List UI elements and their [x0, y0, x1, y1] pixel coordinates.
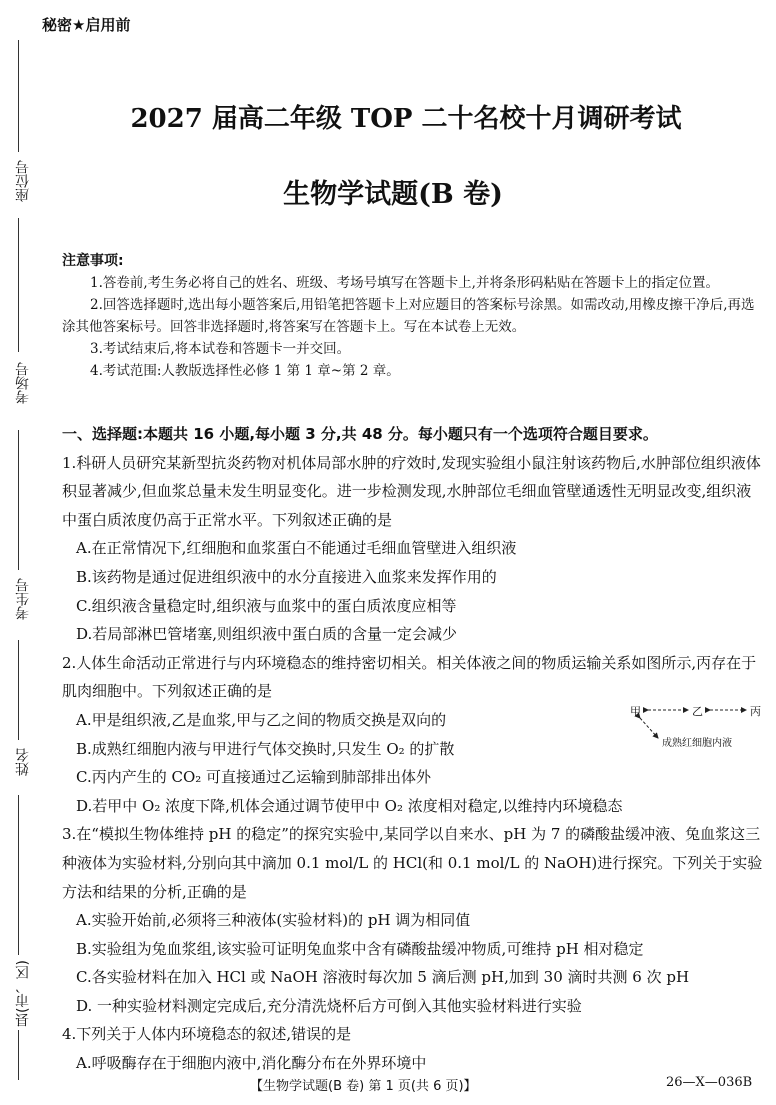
binding-line-4 [18, 640, 19, 740]
side-label-exam-id: 考生号 [15, 578, 31, 620]
side-label-county: 县(市、区) [15, 960, 31, 1027]
question-stem: 2.人体生命活动正常进行与内环境稳态的维持密切相关。相关体液之间的物质运输关系如图所示,丙存在于肌肉细胞中。下列叙述正确的是 [62, 653, 757, 701]
diagram-node-bing: 丙 [750, 705, 761, 718]
question-option: C.组织液含量稳定时,组织液与血浆中的蛋白质浓度应相等 [76, 596, 457, 615]
exam-title: 2027 届高二年级 TOP 二十名校十月调研考试 [130, 104, 682, 134]
notice-item: 2.回答选择题时,选出每小题答案后,用铅笔把答题卡上对应题目的答案标号涂黑。如需改动,用橡皮擦干净后,再选涂其他答案标号。回答非选择题时,将答案写在答题卡上。写在本试卷上无效。 [62, 297, 755, 335]
side-label-exam-room: 考场号 [15, 362, 31, 404]
side-label-seat: 座位号 [15, 160, 31, 202]
binding-line-3 [18, 430, 19, 570]
question-option: C.各实验材料在加入 HCl 或 NaOH 溶液时每次加 5 滴后测 pH,加到 30 滴时共测 6 次 pH [76, 968, 690, 987]
question-option: A.在正常情况下,红细胞和血浆蛋白不能通过毛细血管壁进入组织液 [76, 539, 517, 558]
question-stem: 1.科研人员研究某新型抗炎药物对机体局部水肿的疗效时,发现实验组小鼠注射该药物后,水肿部位组织液体积显著减少,但血浆总量未发生明显变化。进一步检测发现,水肿部位毛细血管壁通透性无明显改变,组织液中蛋白质浓度仍高于正常水平。下列叙述正确的是 [62, 453, 761, 529]
binding-line-1 [18, 40, 19, 152]
binding-line-2 [18, 218, 19, 352]
notice-item: 3.考试结束后,将本试卷和答题卡一并交回。 [90, 341, 351, 357]
diagram-node-rbc: 成熟红细胞内液 [662, 738, 732, 749]
notice-item: 4.考试范围:人教版选择性必修 1 第 1 章~第 2 章。 [90, 363, 400, 379]
fluid-exchange-diagram [628, 702, 768, 752]
binding-line-6 [18, 1030, 19, 1080]
diagram-node-yi: 乙 [692, 705, 703, 718]
question-option: A.实验开始前,必须将三种液体(实验材料)的 pH 调为相同值 [76, 911, 471, 930]
section-heading: 一、选择题:本题共 16 小题,每小题 3 分,共 48 分。每小题只有一个选项符合题目要求。 [62, 425, 658, 443]
binding-line-5 [18, 795, 19, 955]
side-label-name: 姓名 [15, 748, 31, 776]
question-option: D. 一种实验材料测定完成后,充分清洗烧杯后方可倒入其他实验材料进行实验 [76, 996, 582, 1015]
exam-subtitle: 生物学试题(B 卷) [283, 179, 503, 210]
question-option: A.甲是组织液,乙是血浆,甲与乙之间的物质交换是双向的 [76, 710, 447, 729]
question-option: D.若甲中 O₂ 浓度下降,机体会通过调节使甲中 O₂ 浓度相对稳定,以维持内环境稳态 [76, 796, 623, 815]
question-option: B.实验组为兔血浆组,该实验可证明兔血浆中含有磷酸盐缓冲物质,可维持 pH 相对稳定 [76, 939, 644, 958]
question-option: B.该药物是通过促进组织液中的水分直接进入血浆来发挥作用的 [76, 567, 497, 586]
footer-page-info: 【生物学试题(B 卷) 第 1 页(共 6 页)】 [250, 1079, 477, 1094]
notice-heading: 注意事项: [62, 253, 124, 269]
notice-item: 1.答卷前,考生务必将自己的姓名、班级、考场号填写在答题卡上,并将条形码粘贴在答题卡上的指定位置。 [90, 275, 719, 291]
question-option: A.呼吸酶存在于细胞内液中,消化酶分布在外界环境中 [76, 1054, 427, 1073]
question-stem: 3.在“模拟生物体维持 pH 的稳定”的探究实验中,某同学以自来水、pH 为 7 的磷酸盐缓冲液、兔血浆这三种液体为实验材料,分别向其中滴加 0.1 mol/L 的 HCl(和 0.1 mol/L 的 NaOH)进行探究。下列关于实验方法和结果的分析,正确的是 [62, 825, 763, 901]
question-option: B.成熟红细胞内液与甲进行气体交换时,只发生 O₂ 的扩散 [76, 739, 455, 758]
notice-block [62, 250, 762, 382]
diagram-node-jia: 甲 [630, 705, 641, 718]
question-option: C.丙内产生的 CO₂ 可直接通过乙运输到肺部排出体外 [76, 768, 432, 787]
footer-code: 26—X—036B [666, 1075, 753, 1090]
question-stem: 4.下列关于人体内环境稳态的叙述,错误的是 [62, 1025, 352, 1044]
secret-label: 秘密★启用前 [42, 16, 131, 34]
question-option: D.若局部淋巴管堵塞,则组织液中蛋白质的含量一定会减少 [76, 625, 458, 644]
